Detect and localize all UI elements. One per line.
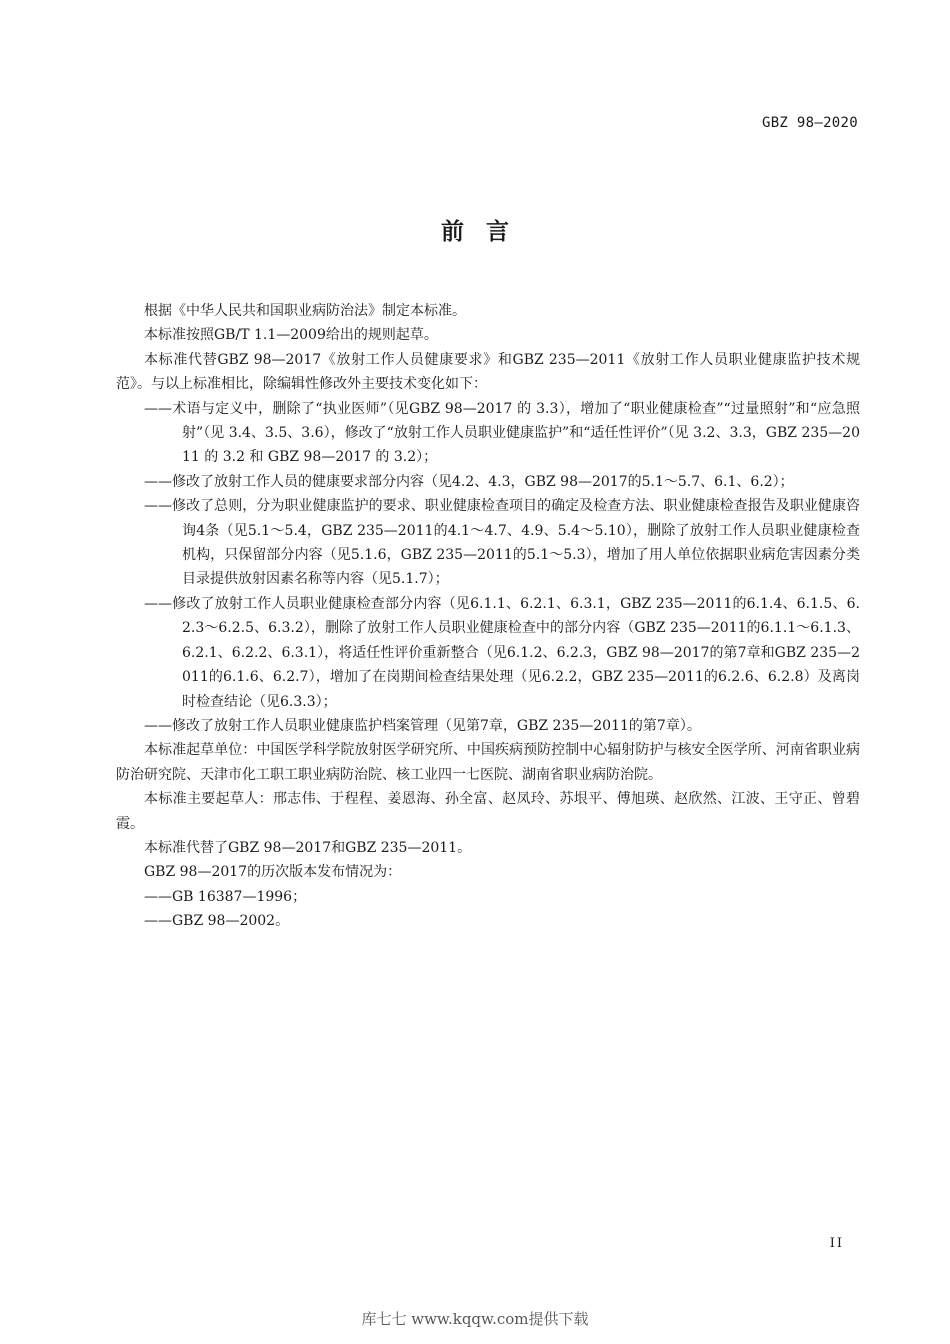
paragraph-superseded: 本标准代替了GBZ 98—2017和GBZ 235—2011。 [144,839,472,856]
document-body [116,299,860,934]
paragraph-version-history: GBZ 98—2017的历次版本发布情况为： [144,864,402,881]
list-item-change-terms: ——术语与定义中，删除了“执业医师”（见GBZ 98—2017 的 3.3），增加了“职业健康检查”“过量照射”和“应急照射”（见 3.4、3.5、3.6），修改了“放射工作人员职业健康监护”和“适任性评价”（见 3.2、3.3，GBZ 235—2011 的 3.2 和 GBZ 98—2017 的 3.2）； [144,400,860,466]
list-item-change-health-examination: ——修改了放射工作人员职业健康检查部分内容（见6.1.1、6.2.1、6.3.1，GBZ 235—2011的6.1.4、6.1.5、6.2.3～6.2.5、6.3.2），删除了放射工作人员职业健康检查中的部分内容（GBZ 235—2011的6.1.1～6.1.3、6.2.1、6.2.2、6.3.1），将适任性评价重新整合（见6.1.2、6.2.3，GBZ 98—2017的第7章和GBZ 235—2011的6.1.6、6.2.7），增加了在岗期间检查结果处理（见6.2.2，GBZ 235—2011的6.2.6、6.2.8）及离岗时检查结论（见6.3.3）； [144,595,860,710]
page-number: II [829,1236,844,1251]
list-item-version-1996: ——GB 16387—1996； [144,888,307,905]
paragraph-drafting-units: 本标准起草单位：中国医学科学院放射医学研究所、中国疾病预防控制中心辐射防护与核安全医学所、河南省职业病防治研究院、天津市化工职工职业病防治院、核工业四一七医院、湖南省职业病防治院。 [116,742,860,783]
paragraph-legal-basis: 根据《中华人民共和国职业病防治法》制定本标准。 [144,303,466,319]
page-title: 前言 [441,219,531,245]
list-item-change-records: ——修改了放射工作人员职业健康监护档案管理（见第7章，GBZ 235—2011的第7章）。 [144,717,701,734]
paragraph-drafting-rules: 本标准按照GB/T 1.1—2009给出的规则起草。 [144,327,438,344]
paragraph-drafters: 本标准主要起草人：邢志伟、于程程、姜恩海、孙全富、赵凤玲、苏垠平、傅旭瑛、赵欣然、江波、王守正、曾碧霞。 [116,791,860,832]
standard-code-header: GBZ 98—2020 [761,115,858,131]
paragraph-replacement: 本标准代替GBZ 98—2017《放射工作人员健康要求》和GBZ 235—2011《放射工作人员职业健康监护技术规范》。与以上标准相比，除编辑性修改外主要技术变化如下： [116,351,860,393]
list-item-version-2002: ——GBZ 98—2002。 [144,913,290,930]
list-item-change-general-rules: ——修改了总则，分为职业健康监护的要求、职业健康检查项目的确定及检查方法、职业健康检查报告及职业健康咨询4条（见5.1～5.4，GBZ 235—2011的4.1～4.7、4.9、5.4～5.10），删除了放射工作人员职业健康检查机构，只保留部分内容（见5.1.6，GBZ 235—2011的5.1～5.3），增加了用人单位依据职业病危害因素分类目录提供放射因素名称等内容（见5.1.7）； [144,498,860,588]
download-footer: 库七七 www.kqqw.com提供下载 [361,1310,589,1328]
list-item-change-health-requirements: ——修改了放射工作人员的健康要求部分内容（见4.2、4.3，GBZ 98—2017的5.1～5.7、6.1、6.2）； [144,473,794,490]
